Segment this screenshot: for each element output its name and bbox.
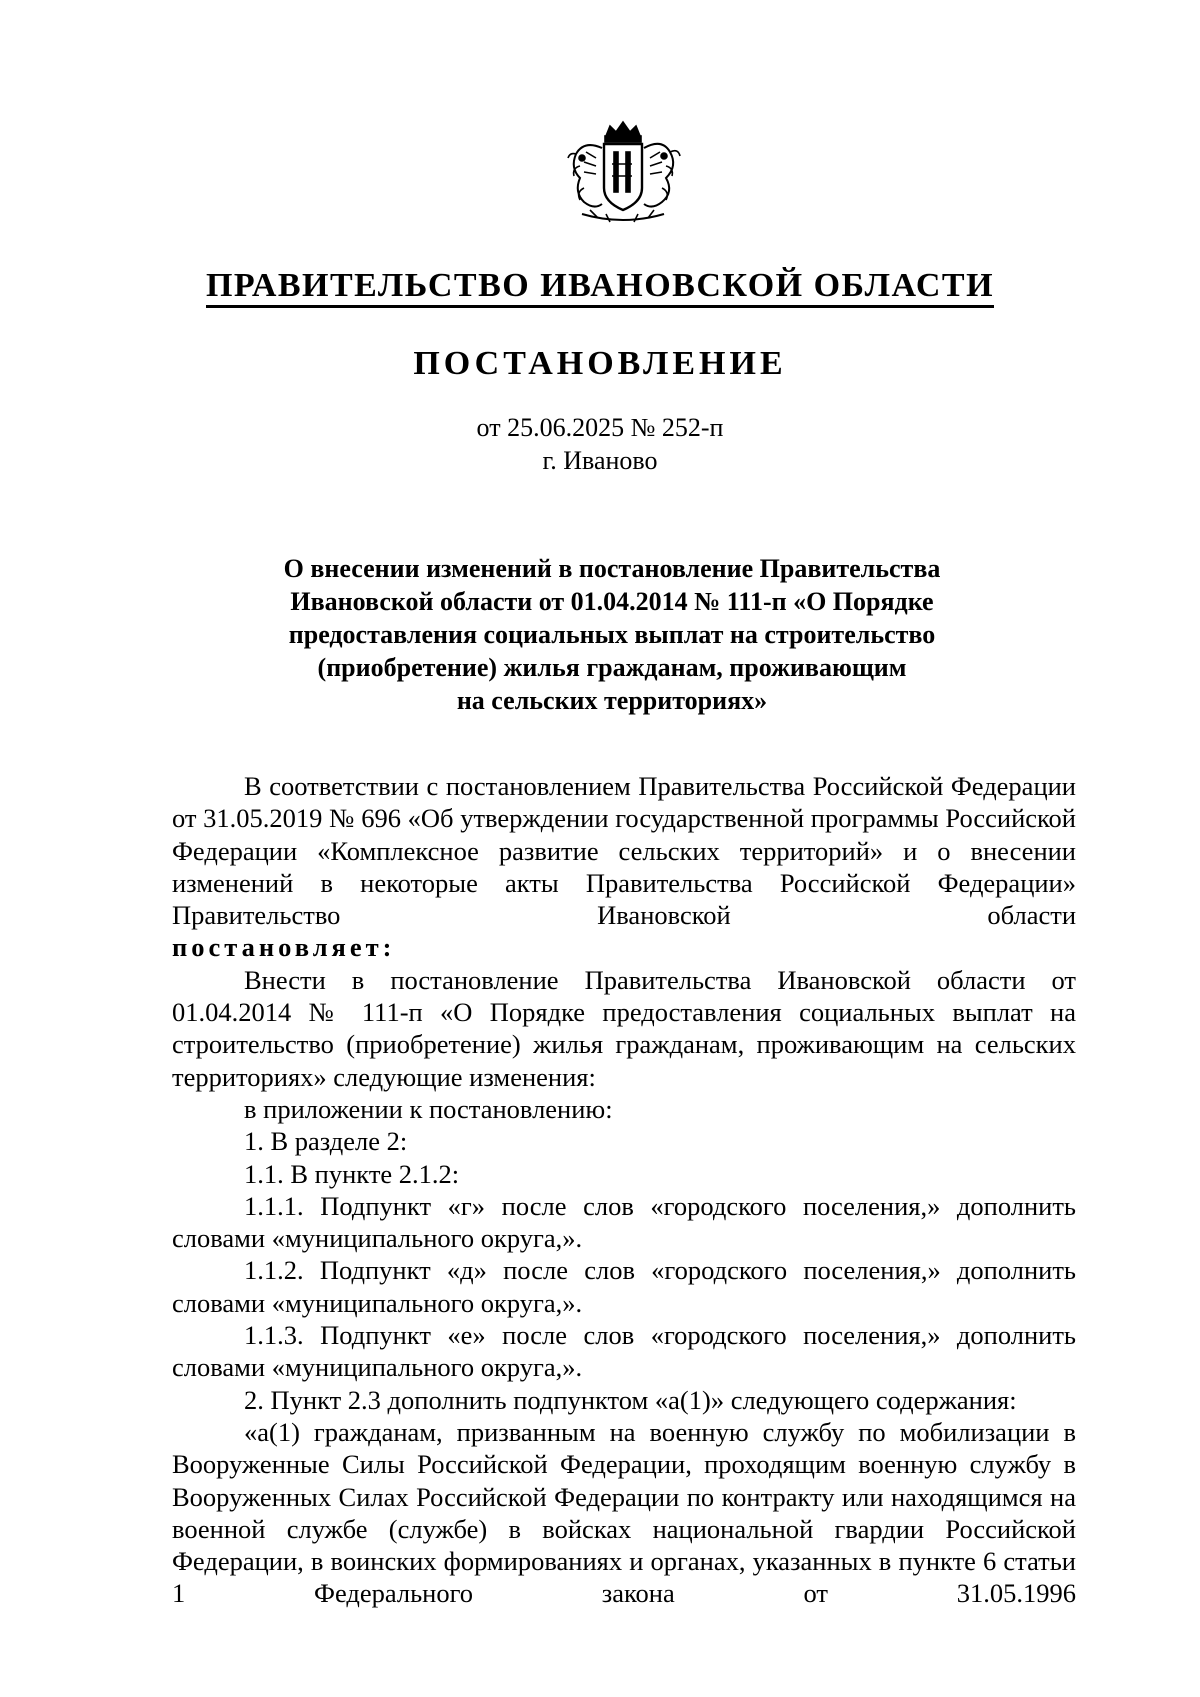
subject-line: (приобретение) жилья гражданам, проживающим <box>317 653 907 682</box>
document-subject <box>172 552 1052 717</box>
paragraph: 1.1.2. Подпункт «д» после слов «городского поселения,» дополнить словами «муниципального округа,». <box>172 1255 1076 1318</box>
paragraph: 1. В разделе 2: <box>244 1126 408 1157</box>
paragraph-resolves <box>172 931 1076 963</box>
city: г. Иваново <box>542 446 658 475</box>
resolves-word: постановляет: <box>172 932 396 963</box>
preamble-text: В соответствии с постановлением Правительства Российской Федерации от 31.05.2019 № 696 «Об утверждении государственной программы Российской Федерации «Комплексное развитие сельских территорий» и о внесении изменений в некоторые акты Правительства Российской Федерации» Правительство Ивановской области <box>172 771 1076 931</box>
subject-line: О внесении изменений в постановление Правительства <box>283 554 941 583</box>
paragraph: в приложении к постановлению: <box>244 1093 613 1124</box>
subject-line: предоставления социальных выплат на строительство <box>288 620 936 649</box>
document-body <box>172 770 1076 1610</box>
paragraph: 1.1.1. Подпункт «г» после слов «городского поселения,» дополнить словами «муниципального округа,». <box>172 1190 1076 1254</box>
ivanovo-coat-of-arms-icon <box>562 118 684 228</box>
subject-line: на сельских территориях» <box>456 686 768 715</box>
paragraph: «а(1) гражданам, призванным на военную службу по мобилизации в Вооруженные Силы Российской Федерации, проходящим военную службу в Вооруженных Силах Российской Федерации по контракту или находящимся на военной службе (службе) в войсках национальной гвардии Российской Федерации, в воинских формированиях и органах, указанных в пункте 6 статьи 1 Федерального закона от 31.05.1996 <box>172 1416 1076 1609</box>
paragraph: 2. Пункт 2.3 дополнить подпунктом «а(1)» следующего содержания: <box>244 1384 1017 1415</box>
date-number: от 25.06.2025 № 252-п <box>476 413 724 442</box>
government-title: ПРАВИТЕЛЬСТВО ИВАНОВСКОЙ ОБЛАСТИ <box>0 266 1200 306</box>
paragraph: 1.1.3. Подпункт «е» после слов «городского поселения,» дополнить словами «муниципального округа,». <box>172 1320 1076 1383</box>
paragraph: Внести в постановление Правительства Ивановской области от 01.04.2014 № 111-п «О Порядке предоставления социальных выплат на строительство (приобретение) жилья гражданам, проживающим на сельских территориях» следующие изменения: <box>172 964 1076 1092</box>
document-type-title: ПОСТАНОВЛЕНИЕ <box>413 345 787 382</box>
subject-line: Ивановской области от 01.04.2014 № 111-п «О Порядке <box>290 587 934 616</box>
paragraph: 1.1. В пункте 2.1.2: <box>244 1158 460 1189</box>
paragraph-preamble <box>172 770 1076 931</box>
